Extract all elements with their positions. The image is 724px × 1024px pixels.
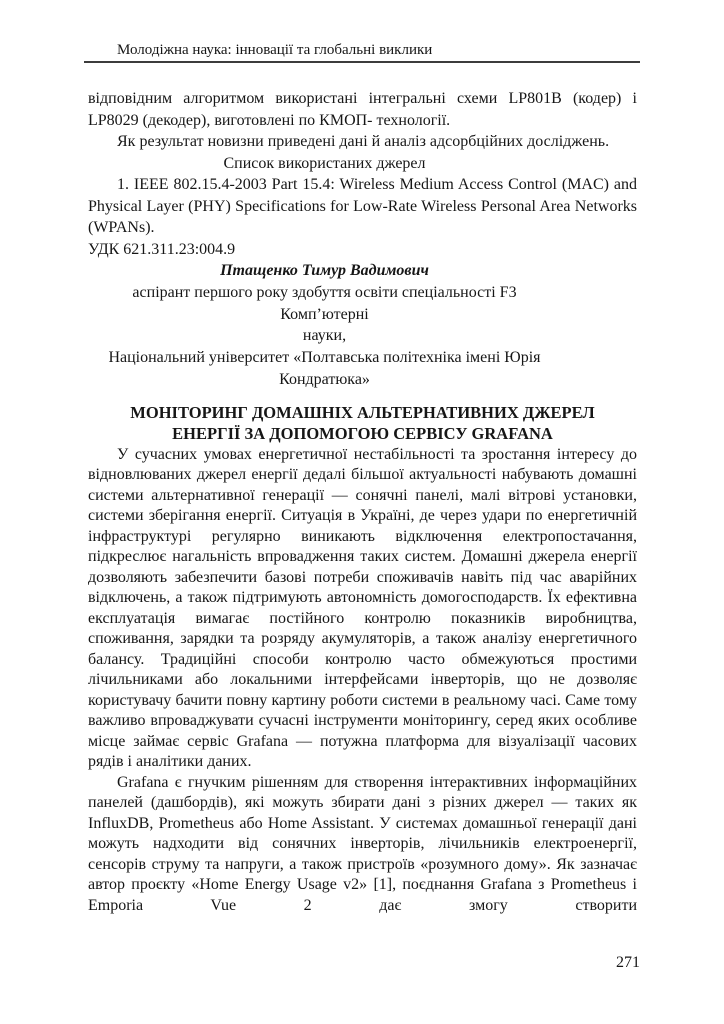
affiliation-line: Національний університет «Полтавська політехніка імені Юрія <box>108 349 541 367</box>
article-title-line: ЕНЕРГІЇ ЗА ДОПОМОГОЮ СЕРВІСУ GRAFANA <box>172 424 553 444</box>
references-heading: Список використаних джерел <box>223 154 426 172</box>
prev-article-results-sentence: Як результат новизни приведені дані й аналіз адсорбційних досліджень. <box>117 133 610 150</box>
page-content <box>88 88 637 916</box>
author-role-line: науки, <box>302 327 347 345</box>
author-role-line: аспірант першого року здобуття освіти спеціальності F3 Комп’ютерні <box>132 283 517 323</box>
reference-item: 1. IEEE 802.15.4-2003 Part 15.4: Wireless Medium Access Control (MAC) and Physical Layer (PHY) Specifications for Low-Rate Wireless Personal Area Networks (WPANs). <box>88 176 637 236</box>
udc-code: УДК 621.311.23:004.9 <box>88 240 236 258</box>
article-title <box>88 402 637 445</box>
header-rule <box>84 61 640 63</box>
running-header: Молодіжна наука: інновації та глобальні виклики <box>117 42 433 58</box>
article-paragraph: Grafana є гнучким рішенням для створення інтерактивних інформаційних панелей (дашбордів), які можуть збирати дані з різних джерел — таких як InfluxDB, Prometheus або Home Assistant. У системах домашньої генерації дані можуть надходити від сонячних інверторів, лічильників електроенергії, сенсорів струму та напруги, а також пристроїв «розумного дому». Як зазначає автор проєкту «Home Energy Usage v2» [1], поєднання Grafana з Prometheus і Emporia Vue 2 дає змогу створити <box>88 773 637 914</box>
page-number: 271 <box>616 954 640 971</box>
article-title-line: МОНІТОРИНГ ДОМАШНІХ АЛЬТЕРНАТИВНИХ ДЖЕРЕЛ <box>130 402 595 422</box>
author-block <box>88 260 637 391</box>
prev-article-closing-paragraph: відповідним алгоритмом використані інтегральні схеми LP801B (кодер) і LP8029 (декодер), виготовлені по КМОП- технології. <box>88 90 637 129</box>
author-name: Птащенко Тимур Вадимович <box>220 262 429 279</box>
article-paragraph: У сучасних умовах енергетичної нестабільності та зростання інтересу до відновлюваних джерел енергії дедалі більшої актуальності набувають домашні системи альтернативної генерації — сонячні панелі, малі вітрові установки, системи зберігання енергії. Ситуація в Україні, де через удари по енергетичній інфраструктурі регулярно виникають відключення електропостачання, підкреслює нагальність впровадження таких систем. Домашні джерела енергії дозволяють забезпечити базові потреби споживачів навіть під час аварійних відключень, а також підтримують автономність домогосподарств. Їх ефективна експлуатація вимагає постійного контролю показників виробництва, споживання, зарядки та розряду акумуляторів, а також аналізу енергетичного балансу. Традиційні способи контролю часто обмежуються простими лічильниками або локальними інтерфейсами інверторів, що не дозволяє користувачу бачити повну картину роботи системи в реальному часі. Саме тому важливо впроваджувати сучасні інструменти моніторингу, серед яких особливе місце займає сервіс Grafana — потужна платформа для візуалізації часових рядів і аналітики даних. <box>88 445 637 771</box>
affiliation-line: Кондратюка» <box>279 370 370 388</box>
